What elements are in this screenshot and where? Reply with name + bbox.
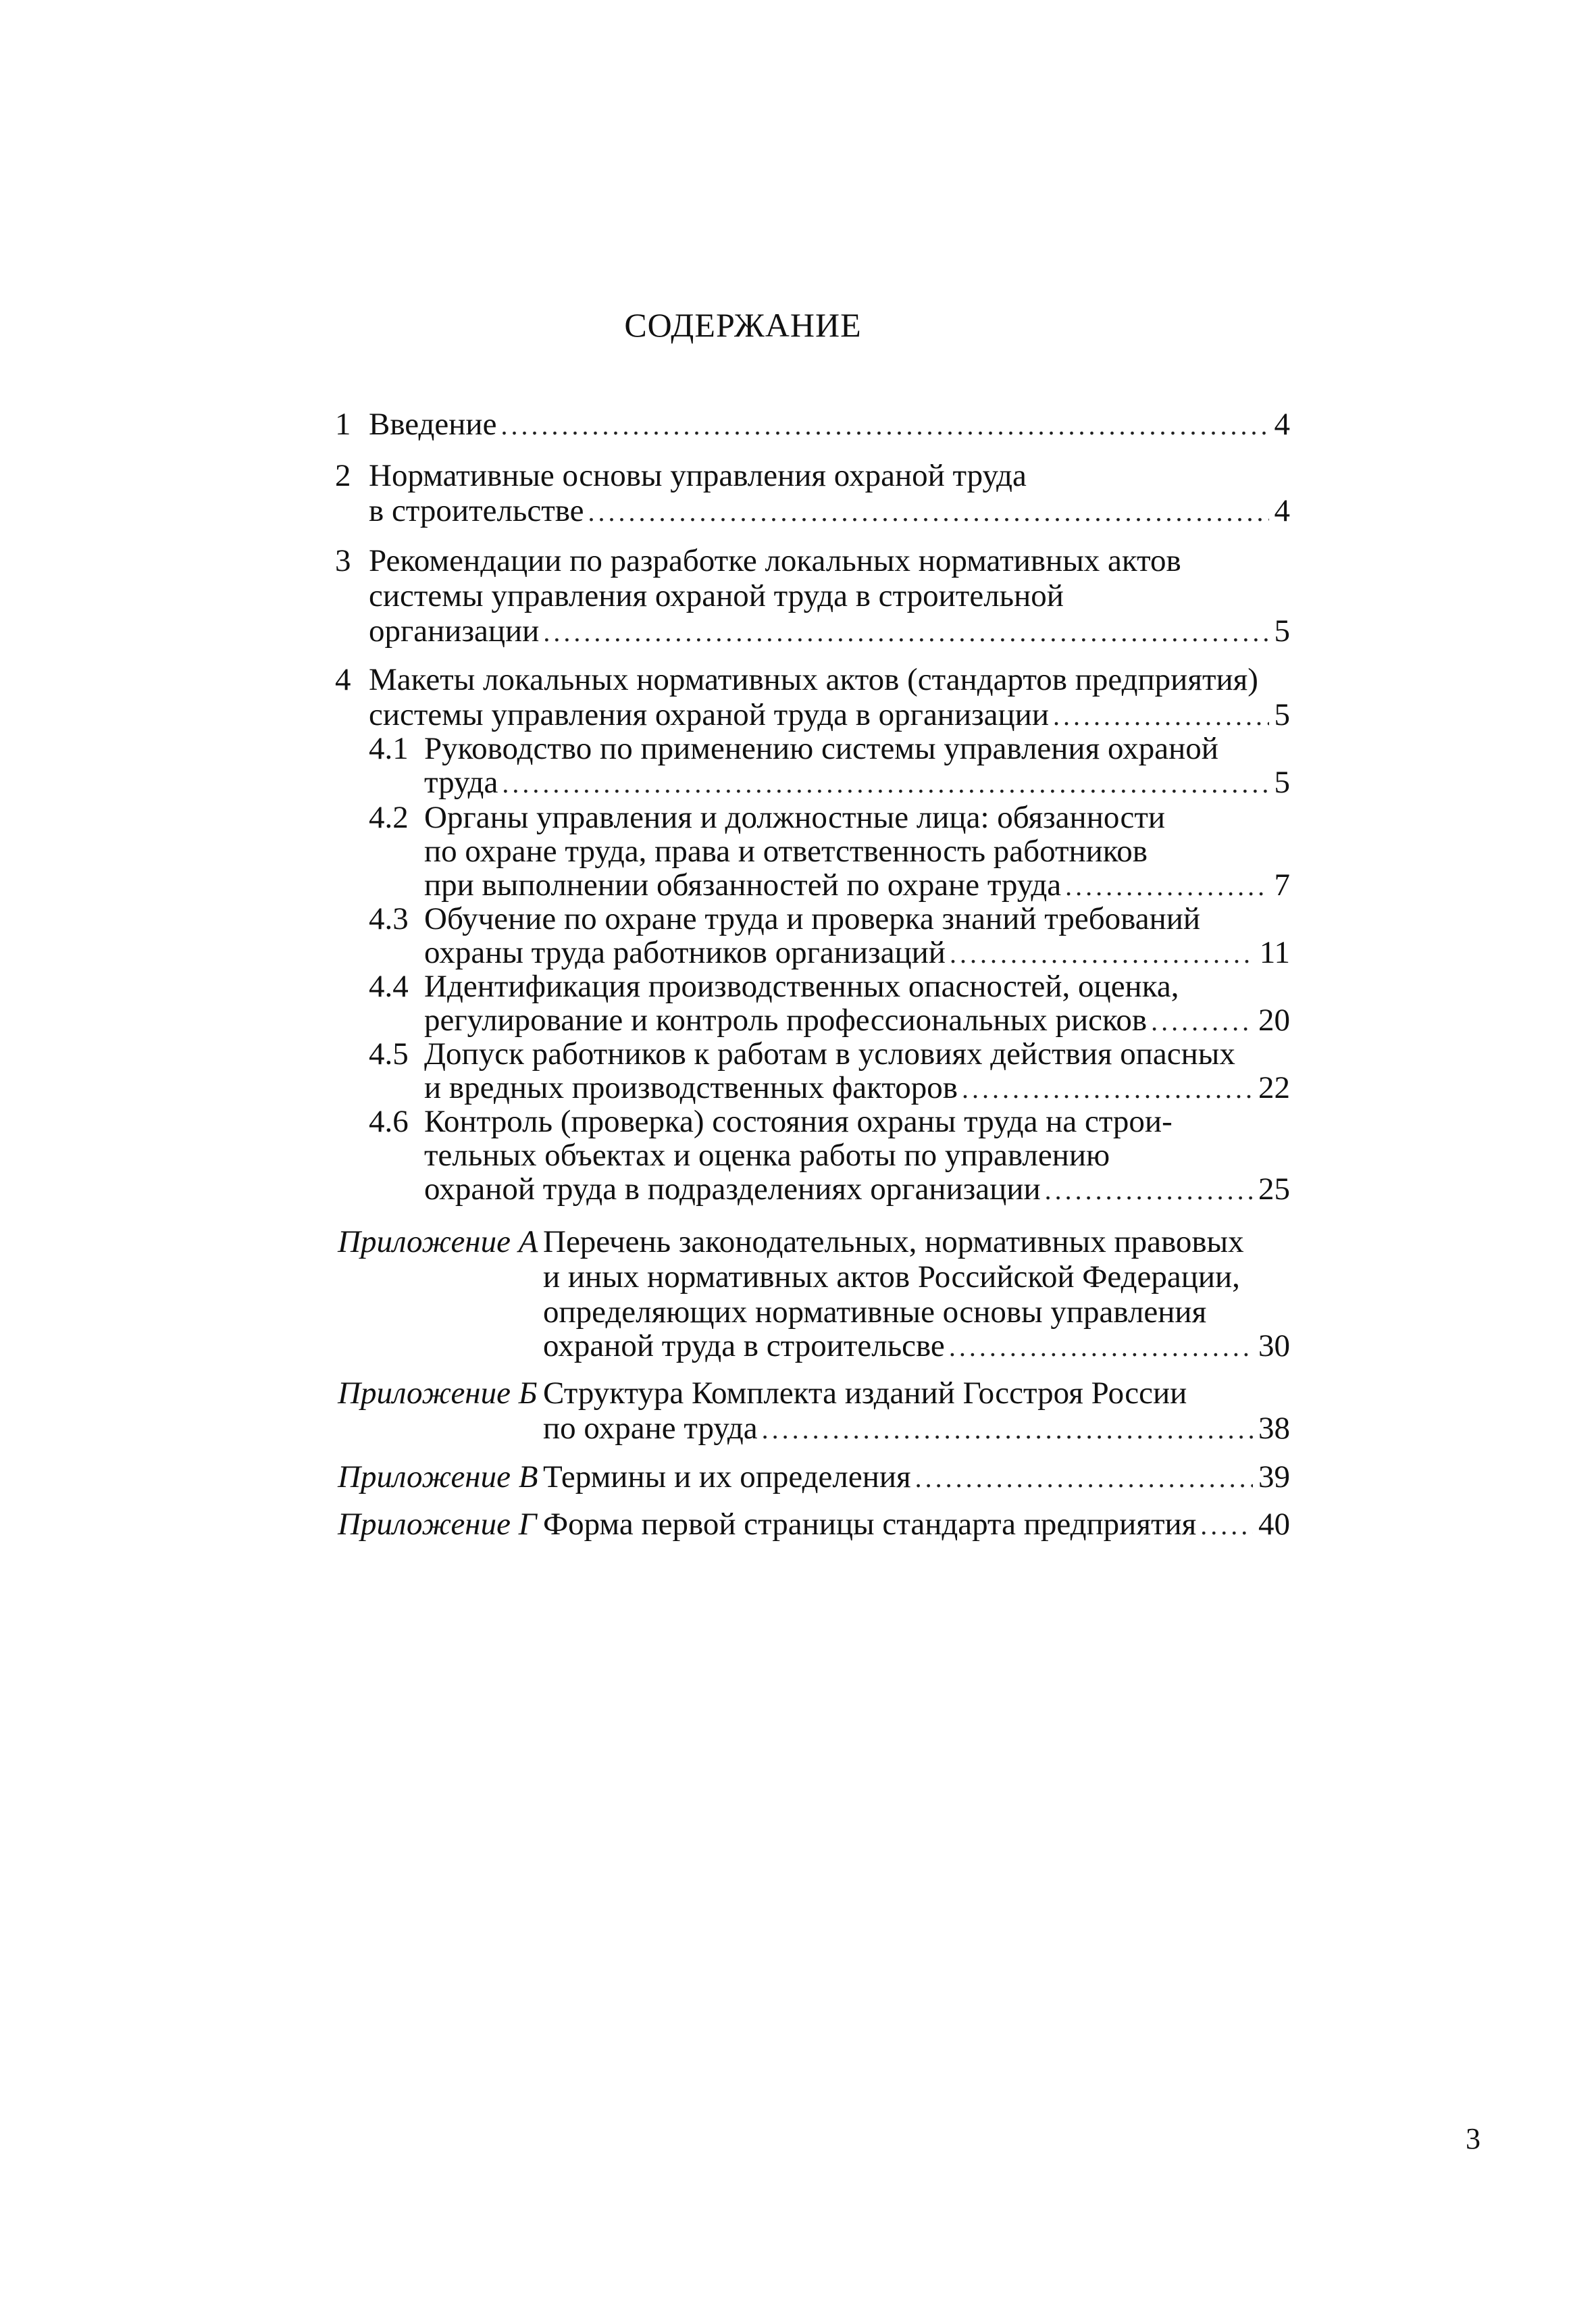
page-ref: 20 (1258, 1003, 1290, 1038)
entry-number: 4.5 (369, 1036, 409, 1072)
dot-leader (1045, 1170, 1253, 1211)
appendix-label: Приложение А (338, 1224, 538, 1259)
leader-line (543, 1408, 1290, 1450)
entry-title: Форма первой страницы стандарта предприятия (543, 1507, 1197, 1542)
page-ref: 11 (1259, 935, 1290, 970)
entry-title: Введение (369, 407, 497, 442)
toc-appendix-a-cont[interactable] (0, 1326, 1596, 1366)
entry-number: 4.3 (369, 901, 409, 936)
dot-leader (588, 492, 1269, 532)
entry-number: 1 (335, 407, 351, 442)
page-ref: 38 (1258, 1411, 1290, 1446)
dot-leader (1200, 1505, 1253, 1546)
leader-line (369, 491, 1290, 532)
page-ref: 25 (1258, 1172, 1290, 1207)
entry-title: труда (424, 765, 498, 800)
entry-title: тельных объектах и оценка работы по управлению (424, 1138, 1110, 1173)
entry-title: определяющих нормативные основы управления (543, 1294, 1207, 1330)
entry-number: 4.6 (369, 1104, 409, 1139)
page-ref: 4 (1274, 493, 1290, 528)
entry-number: 4.4 (369, 969, 409, 1004)
page-ref: 5 (1274, 765, 1290, 800)
entry-title: организации (369, 613, 540, 649)
toc-entry-4-1-cont[interactable] (0, 762, 1596, 803)
appendix-label: Приложение Б (338, 1376, 538, 1411)
entry-title: Обучение по охране труда и проверка знаний требований (424, 901, 1201, 936)
leader-line (369, 611, 1290, 653)
entry-number: 3 (335, 543, 351, 578)
toc-entry-4[interactable] (0, 659, 1596, 700)
entry-number: 4.2 (369, 800, 409, 835)
entry-title: Макеты локальных нормативных актов (стандартов предприятия) (369, 662, 1258, 697)
entry-title: Контроль (проверка) состояния охраны труда на строи- (424, 1104, 1173, 1139)
toc-entry-3-cont[interactable] (0, 576, 1596, 616)
entry-title: Руководство по применению системы управления охраной (424, 731, 1218, 766)
appendix-label: Приложение Г (338, 1507, 537, 1542)
entry-title: Перечень законодательных, нормативных правовых (543, 1224, 1244, 1259)
page-title: СОДЕРЖАНИЕ (624, 306, 862, 344)
toc-entry-3-cont[interactable] (0, 611, 1596, 651)
entry-title: Идентификация производственных опасностей, оценка, (424, 969, 1179, 1004)
entry-title: по охране труда, права и ответственность работников (424, 834, 1148, 869)
leader-line (369, 404, 1290, 446)
page-ref: 22 (1258, 1070, 1290, 1105)
entry-title: Нормативные основы управления охраной труда (369, 458, 1027, 493)
dot-leader (762, 1409, 1253, 1450)
entry-title: системы управления охраной труда в строительной (369, 578, 1064, 613)
entry-number: 2 (335, 458, 351, 493)
page-ref: 39 (1258, 1459, 1290, 1494)
dot-leader (543, 612, 1268, 653)
toc-appendix-a-cont[interactable] (0, 1257, 1596, 1297)
page-number: 3 (1466, 2122, 1481, 2155)
entry-title: Допуск работников к работам в условиях действия опасных (424, 1036, 1235, 1072)
entry-title: Структура Комплекта изданий Госстроя России (543, 1376, 1187, 1411)
entry-title: охраной труда в строительсве (543, 1328, 945, 1363)
toc-appendix-b-cont[interactable] (0, 1408, 1596, 1449)
entry-number: 4 (335, 662, 351, 697)
entry-title: Органы управления и должностные лица: обязанности (424, 800, 1166, 835)
entry-title: и вредных производственных факторов (424, 1070, 958, 1105)
toc-appendix-b[interactable] (0, 1373, 1596, 1413)
dot-leader (915, 1458, 1253, 1499)
toc-entry-2[interactable] (0, 455, 1596, 496)
page-ref: 5 (1274, 613, 1290, 649)
entry-title: и иных нормативных актов Российской Федерации, (543, 1259, 1240, 1294)
page-ref: 5 (1274, 697, 1290, 732)
entry-title: системы управления охраной труда в организации (369, 697, 1049, 732)
toc-entry-2-cont[interactable] (0, 491, 1596, 531)
toc-entry-3[interactable] (0, 540, 1596, 581)
appendix-label: Приложение В (338, 1459, 538, 1494)
toc-appendix-g[interactable] (0, 1504, 1596, 1544)
entry-title: охраной труда в подразделениях организации (424, 1172, 1041, 1207)
page-ref: 7 (1274, 867, 1290, 903)
dot-leader (500, 405, 1268, 446)
leader-line (543, 1326, 1290, 1367)
toc-entry-4-6-cont[interactable] (0, 1169, 1596, 1209)
entry-title: при выполнении обязанностей по охране труда (424, 867, 1062, 903)
leader-line (543, 1457, 1290, 1499)
leader-line (543, 1504, 1290, 1546)
toc-appendix-a[interactable] (0, 1222, 1596, 1262)
toc-entry-1[interactable] (0, 404, 1596, 445)
toc-appendix-v[interactable] (0, 1457, 1596, 1497)
entry-title: регулирование и контроль профессиональных рисков (424, 1003, 1148, 1038)
entry-title: Термины и их определения (543, 1459, 911, 1494)
page-ref: 30 (1258, 1328, 1290, 1363)
entry-title: охраны труда работников организаций (424, 935, 946, 970)
entry-number: 4.1 (369, 731, 409, 766)
leader-line (424, 1169, 1290, 1211)
entry-title: по охране труда (543, 1411, 758, 1446)
entry-title: в строительстве (369, 493, 584, 528)
page-ref: 40 (1258, 1507, 1290, 1542)
page-ref: 4 (1274, 407, 1290, 442)
entry-title: Рекомендации по разработке локальных нормативных актов (369, 543, 1181, 578)
dot-leader (949, 1327, 1253, 1367)
